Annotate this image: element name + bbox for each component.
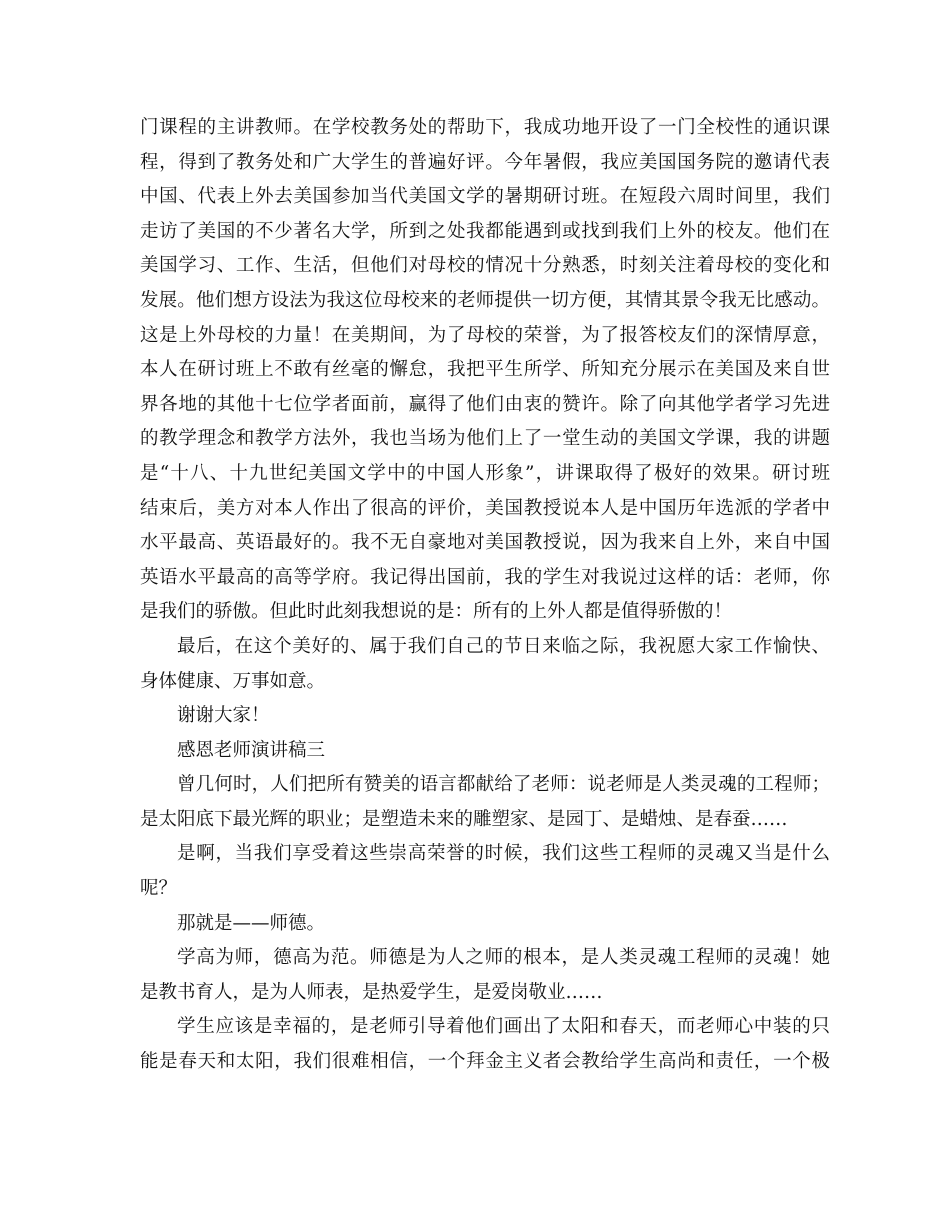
text-line: 中国、代表上外去美国参加当代美国文学的暑期研讨班。在短段六周时间里，我们 xyxy=(140,186,830,208)
text-line: 是教书育人，是为人师表，是热爱学生，是爱岗敬业…… xyxy=(140,981,603,1003)
document-body xyxy=(140,111,830,1080)
text-line: 结束后，美方对本人作出了很高的评价，美国教授说本人是中国历年选派的学者中 xyxy=(140,497,830,519)
text-line: 水平最高、英语最好的。我不无自豪地对美国教授说，因为我来自上外，来自中国 xyxy=(140,532,830,554)
text-line: 程，得到了教务处和广大学生的普遍好评。今年暑假，我应美国国务院的邀请代表 xyxy=(140,151,830,173)
text-line: 是太阳底下最光辉的职业；是塑造未来的雕塑家、是园丁、是蜡烛、是春蚕…… xyxy=(140,808,788,830)
text-line: 最后，在这个美好的、属于我们自己的节日来临之际，我祝愿大家工作愉快、 xyxy=(177,635,830,657)
text-line: 是我们的骄傲。但此时此刻我想说的是：所有的上外人都是值得骄傲的！ xyxy=(140,601,733,623)
text-line: 的教学理念和教学方法外，我也当场为他们上了一堂生动的美国文学课，我的讲题 xyxy=(140,428,830,450)
text-line: 学生应该是幸福的，是老师引导着他们画出了太阳和春天，而老师心中装的只 xyxy=(177,1016,830,1038)
text-line: 谢谢大家！ xyxy=(177,705,270,727)
text-line: 是啊，当我们享受着这些崇高荣誉的时候，我们这些工程师的灵魂又当是什么 xyxy=(177,843,830,865)
text-line: 那就是——师德。 xyxy=(177,912,326,934)
text-line: 身体健康、万事如意。 xyxy=(140,670,326,692)
text-line: 本人在研讨班上不敢有丝毫的懈怠，我把平生所学、所知充分展示在美国及来自世 xyxy=(140,359,830,381)
text-line: 美国学习、工作、生活，但他们对母校的情况十分熟悉，时刻关注着母校的变化和 xyxy=(140,255,830,277)
text-line: 走访了美国的不少著名大学，所到之处我都能遇到或找到我们上外的校友。他们在 xyxy=(140,220,830,242)
text-line: 曾几何时，人们把所有赞美的语言都献给了老师：说老师是人类灵魂的工程师； xyxy=(177,774,830,796)
text-line: 英语水平最高的高等学府。我记得出国前，我的学生对我说过这样的话：老师，你 xyxy=(140,566,830,588)
text-line: 界各地的其他十七位学者面前，赢得了他们由衷的赞许。除了向其他学者学习先进 xyxy=(140,393,830,415)
text-line: 是“十八、十九世纪美国文学中的中国人形象”，讲课取得了极好的效果。研讨班 xyxy=(140,462,830,484)
text-line: 门课程的主讲教师。在学校教务处的帮助下，我成功地开设了一门全校性的通识课 xyxy=(140,117,830,138)
text-line: 这是上外母校的力量！在美期间，为了母校的荣誉，为了报答校友们的深情厚意， xyxy=(140,324,830,346)
text-line: 发展。他们想方设法为我这位母校来的老师提供一切方便，其情其景令我无比感动。 xyxy=(140,289,830,311)
text-line: 能是春天和太阳，我们很难相信，一个拜金主义者会教给学生高尚和责任，一个极 xyxy=(140,1051,830,1073)
text-line: 呢？ xyxy=(140,878,178,900)
section-heading: 感恩老师演讲稿三 xyxy=(177,739,326,761)
text-line: 学高为师，德高为范。师德是为人之师的根本，是人类灵魂工程师的灵魂！她 xyxy=(177,947,830,969)
